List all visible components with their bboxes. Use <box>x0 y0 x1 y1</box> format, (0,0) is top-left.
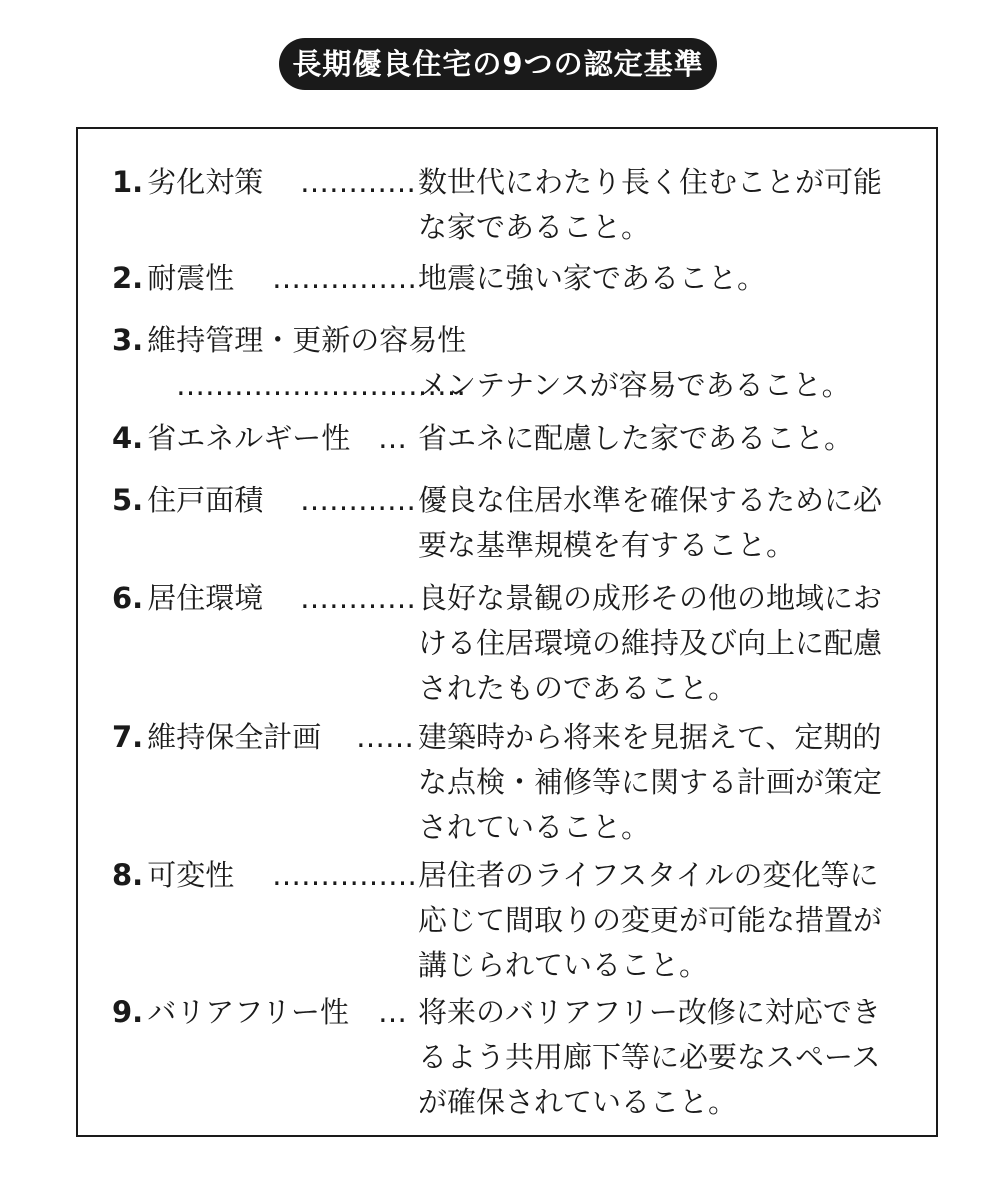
description-line: 地震に強い家であること。 <box>418 261 767 295</box>
criteria-description <box>418 715 882 850</box>
criteria-number: 1. <box>112 165 144 199</box>
criteria-number: 8. <box>112 858 144 892</box>
criteria-term-label: 劣化対策 <box>147 165 264 199</box>
criteria-number: 9. <box>112 995 144 1029</box>
criteria-term-label: 維持保全計画 <box>147 720 322 754</box>
description-line: 優良な住居水準を確保するために必 <box>418 483 883 517</box>
description-line: 要な基準規模を有すること。 <box>418 528 796 562</box>
leader-dots: ………… <box>300 483 416 517</box>
criteria-term <box>112 715 321 760</box>
leader-dots: … <box>378 995 407 1029</box>
criteria-description <box>418 256 766 301</box>
criteria-description <box>418 990 881 1125</box>
description-line: ける住居環境の維持及び向上に配慮 <box>418 626 883 660</box>
page-title: 長期優良住宅の9つの認定基準 <box>279 38 717 90</box>
criteria-number: 2. <box>112 261 144 295</box>
description-line: な家であること。 <box>418 210 651 244</box>
criteria-term-label: 耐震性 <box>147 261 235 295</box>
leader-dots: ………… <box>300 581 416 615</box>
criteria-term-label: 可変性 <box>147 858 235 892</box>
criteria-description <box>418 160 882 250</box>
description-line: が確保されていること。 <box>418 1085 738 1119</box>
description-line: 良好な景観の成形その他の地域にお <box>418 581 883 615</box>
criteria-term <box>112 576 263 621</box>
criteria-description <box>418 416 853 461</box>
criteria-term-label: 住戸面積 <box>147 483 264 517</box>
description-line: されていること。 <box>418 810 651 844</box>
criteria-term <box>112 256 234 301</box>
criteria-number: 5. <box>112 483 144 517</box>
description-line: るよう共用廊下等に必要なスペース <box>418 1040 881 1074</box>
criteria-term-label: バリアフリー性 <box>147 995 350 1029</box>
criteria-description <box>418 363 851 408</box>
criteria-term <box>112 416 350 461</box>
criteria-description <box>418 478 882 568</box>
description-line: 将来のバリアフリー改修に対応でき <box>418 995 881 1029</box>
criteria-term-label: 維持管理・更新の容易性 <box>147 323 467 357</box>
description-line: メンテナンスが容易であること。 <box>418 368 851 402</box>
criteria-term-label: 居住環境 <box>147 581 264 615</box>
description-line: 建築時から将来を見据えて、定期的 <box>418 720 882 754</box>
criteria-term-label: 省エネルギー性 <box>147 421 351 455</box>
leader-dots: ………… <box>300 165 416 199</box>
leader-dots: …………… <box>272 858 417 892</box>
criteria-term <box>112 990 349 1035</box>
leader-dots: …………… <box>272 261 417 295</box>
criteria-number: 4. <box>112 421 144 455</box>
description-line: 省エネに配慮した家であること。 <box>418 421 854 455</box>
description-line: 居住者のライフスタイルの変化等に <box>418 858 879 892</box>
criteria-term <box>112 160 263 205</box>
criteria-term <box>112 318 466 363</box>
leader-dots: … <box>378 421 407 455</box>
criteria-number: 3. <box>112 323 144 357</box>
description-line: 数世代にわたり長く住むことが可能 <box>418 165 883 199</box>
criteria-term <box>112 478 263 523</box>
criteria-description <box>418 576 882 711</box>
criteria-description <box>418 853 882 988</box>
description-line: 応じて間取りの変更が可能な措置が <box>418 903 883 937</box>
criteria-number: 6. <box>112 581 144 615</box>
description-line: されたものであること。 <box>418 671 738 705</box>
criteria-term <box>112 853 234 898</box>
leader-dots: ………………………… <box>176 368 466 402</box>
description-line: な点検・補修等に関する計画が策定 <box>418 765 883 799</box>
description-line: 講じられていること。 <box>418 948 709 982</box>
criteria-number: 7. <box>112 720 144 754</box>
leader-dots: …… <box>356 720 414 754</box>
